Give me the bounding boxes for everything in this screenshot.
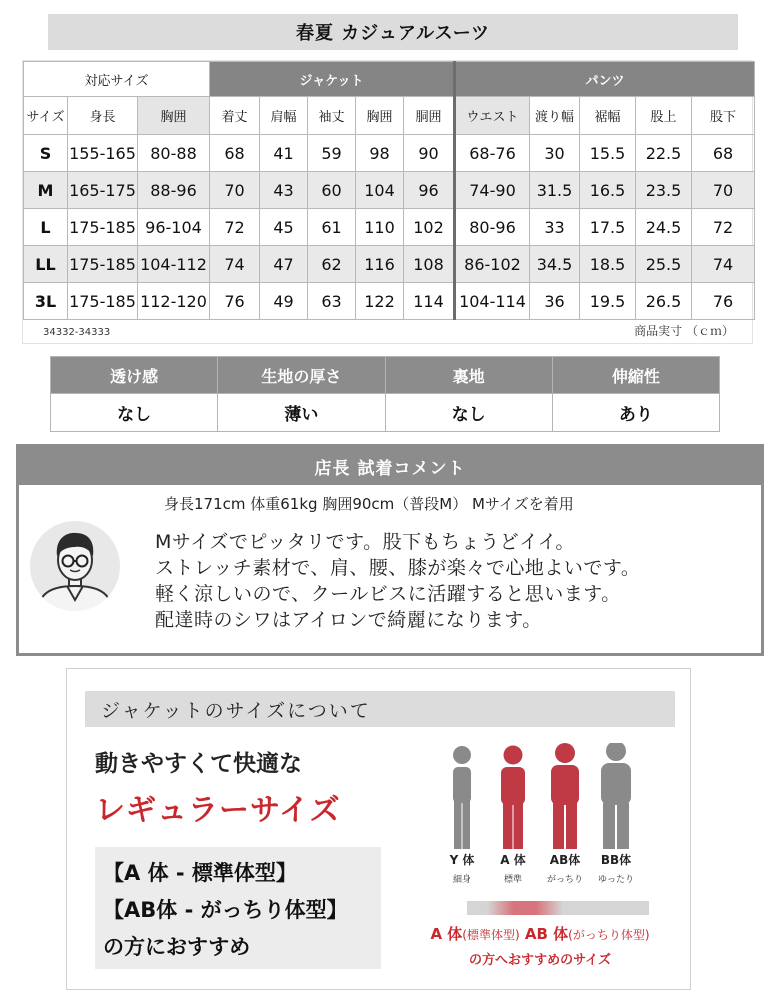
table-cell: 23.5 bbox=[636, 172, 692, 209]
body-type-label: BB体 bbox=[600, 853, 632, 867]
table-cell: 36 bbox=[530, 283, 580, 320]
table-cell: 80-96 bbox=[455, 209, 530, 246]
about-fit-name: レギュラーサイズ bbox=[95, 793, 341, 828]
recommended-range-highlight bbox=[487, 901, 563, 915]
table-cell: 155-165 bbox=[68, 135, 138, 172]
about-tagline: 動きやすくて快適な bbox=[95, 751, 302, 777]
table-cell: 102 bbox=[404, 209, 455, 246]
body-figure-a-icon bbox=[501, 746, 525, 850]
table-row bbox=[24, 172, 755, 209]
table-cell: 63 bbox=[308, 283, 356, 320]
jacket-size-info-panel bbox=[66, 668, 691, 990]
attr-header: 透け感 bbox=[51, 357, 218, 394]
col-header: 着丈 bbox=[210, 97, 260, 135]
body-type-sub: がっちり bbox=[546, 875, 584, 885]
table-cell: 15.5 bbox=[580, 135, 636, 172]
table-cell: 112-120 bbox=[138, 283, 210, 320]
comment-line: 軽く涼しいので、クールビスに活躍すると思います。 bbox=[155, 583, 621, 605]
table-cell: 22.5 bbox=[636, 135, 692, 172]
col-header: 股上 bbox=[636, 97, 692, 135]
attr-value: あり bbox=[552, 394, 719, 432]
col-header: 胴囲 bbox=[404, 97, 455, 135]
cell-size: L bbox=[24, 209, 68, 246]
group-jacket: ジャケット bbox=[210, 62, 455, 97]
group-fit-size: 対応サイズ bbox=[24, 62, 210, 97]
table-cell: 60 bbox=[308, 172, 356, 209]
col-header: 股下 bbox=[692, 97, 755, 135]
table-cell: 34.5 bbox=[530, 246, 580, 283]
attr-value: なし bbox=[385, 394, 552, 432]
table-cell: 17.5 bbox=[580, 209, 636, 246]
body-figure-y-icon bbox=[453, 746, 471, 849]
table-cell: 47 bbox=[260, 246, 308, 283]
table-cell: 68-76 bbox=[455, 135, 530, 172]
table-cell: 96-104 bbox=[138, 209, 210, 246]
table-cell: 68 bbox=[692, 135, 755, 172]
table-cell: 68 bbox=[210, 135, 260, 172]
table-cell: 86-102 bbox=[455, 246, 530, 283]
table-cell: 24.5 bbox=[636, 209, 692, 246]
attr-header: 生地の厚さ bbox=[218, 357, 385, 394]
comment-line: ストレッチ素材で、肩、腰、膝が楽々で心地よいです。 bbox=[155, 557, 641, 579]
col-header: サイズ bbox=[24, 97, 68, 135]
table-cell: 43 bbox=[260, 172, 308, 209]
table-cell: 16.5 bbox=[580, 172, 636, 209]
table-cell: 110 bbox=[356, 209, 404, 246]
cell-size: LL bbox=[24, 246, 68, 283]
table-cell: 90 bbox=[404, 135, 455, 172]
table-cell: 175-185 bbox=[68, 283, 138, 320]
body-type-sub: ゆったり bbox=[598, 875, 634, 885]
table-cell: 104-112 bbox=[138, 246, 210, 283]
size-table-panel bbox=[22, 60, 753, 344]
table-cell: 175-185 bbox=[68, 246, 138, 283]
table-cell: 76 bbox=[210, 283, 260, 320]
body-type-sub: 細身 bbox=[452, 875, 472, 885]
recommend-caption bbox=[395, 923, 685, 944]
table-cell: 59 bbox=[308, 135, 356, 172]
table-cell: 45 bbox=[260, 209, 308, 246]
table-cell: 70 bbox=[692, 172, 755, 209]
col-header: 肩幅 bbox=[260, 97, 308, 135]
rec-ab-type: AB 体 bbox=[524, 925, 569, 943]
table-cell: 72 bbox=[692, 209, 755, 246]
table-cell: 70 bbox=[210, 172, 260, 209]
attr-header: 裏地 bbox=[385, 357, 552, 394]
body-type-label: A 体 bbox=[500, 853, 526, 867]
recommend-line: の方におすすめ bbox=[103, 935, 251, 959]
col-header: ウエスト bbox=[455, 97, 530, 135]
table-cell: 122 bbox=[356, 283, 404, 320]
col-header: 裾幅 bbox=[580, 97, 636, 135]
body-type-label: AB体 bbox=[549, 853, 581, 867]
recommend-box bbox=[95, 847, 381, 969]
table-cell: 72 bbox=[210, 209, 260, 246]
table-row bbox=[24, 209, 755, 246]
col-header: 袖丈 bbox=[308, 97, 356, 135]
table-cell: 98 bbox=[356, 135, 404, 172]
rec-a-sub: (標準体型) bbox=[462, 928, 520, 942]
body-type-figures bbox=[447, 743, 647, 873]
comment-line: Mサイズでピッタリです。股下もちょうどイイ。 bbox=[155, 531, 575, 553]
body-type-sublabels bbox=[447, 872, 647, 886]
group-pants: パンツ bbox=[455, 62, 755, 97]
table-cell: 62 bbox=[308, 246, 356, 283]
table-cell: 116 bbox=[356, 246, 404, 283]
col-header: 身長 bbox=[68, 97, 138, 135]
table-cell: 74 bbox=[692, 246, 755, 283]
attr-value: 薄い bbox=[218, 394, 385, 432]
cell-size: M bbox=[24, 172, 68, 209]
table-cell: 31.5 bbox=[530, 172, 580, 209]
table-cell: 76 bbox=[692, 283, 755, 320]
manager-comment-box bbox=[16, 444, 764, 656]
body-figure-bb-icon bbox=[601, 743, 631, 849]
recommend-line: 【AB体 - がっちり体型】 bbox=[103, 898, 348, 922]
page-title: 春夏 カジュアルスーツ bbox=[48, 14, 738, 50]
table-cell: 96 bbox=[404, 172, 455, 209]
table-row bbox=[24, 246, 755, 283]
unit-note: 商品実寸 （ｃｍ） bbox=[634, 324, 734, 338]
body-figure-ab-icon bbox=[551, 743, 579, 849]
avatar-icon bbox=[29, 520, 121, 612]
table-cell: 74-90 bbox=[455, 172, 530, 209]
about-header: ジャケットのサイズについて bbox=[85, 691, 675, 727]
size-table bbox=[23, 61, 755, 320]
table-cell: 25.5 bbox=[636, 246, 692, 283]
fabric-attributes-table bbox=[50, 356, 720, 432]
recommend-line: 【A 体 - 標準体型】 bbox=[103, 861, 297, 885]
col-header: 渡り幅 bbox=[530, 97, 580, 135]
table-cell: 19.5 bbox=[580, 283, 636, 320]
table-cell: 49 bbox=[260, 283, 308, 320]
product-code: 34332-34333 bbox=[43, 327, 111, 338]
table-cell: 41 bbox=[260, 135, 308, 172]
table-cell: 104-114 bbox=[455, 283, 530, 320]
table-cell: 175-185 bbox=[68, 209, 138, 246]
recommend-caption-2: の方へおすすめのサイズ bbox=[468, 953, 612, 968]
manager-profile: 身長171cm 体重61kg 胸囲90cm（普段M） Mサイズを着用 bbox=[164, 495, 574, 513]
rec-a-type: A 体 bbox=[430, 925, 463, 943]
col-header: 胸囲 bbox=[356, 97, 404, 135]
table-cell: 26.5 bbox=[636, 283, 692, 320]
body-type-label: Y 体 bbox=[449, 853, 475, 867]
table-cell: 33 bbox=[530, 209, 580, 246]
rec-ab-sub: (がっちり体型) bbox=[568, 928, 650, 942]
table-cell: 88-96 bbox=[138, 172, 210, 209]
comment-header: 店長 試着コメント bbox=[19, 447, 761, 485]
attr-value: なし bbox=[51, 394, 218, 432]
cell-size: S bbox=[24, 135, 68, 172]
comment-line: 配達時のシワはアイロンで綺麗になります。 bbox=[155, 609, 542, 631]
cell-size: 3L bbox=[24, 283, 68, 320]
table-row bbox=[24, 283, 755, 320]
col-header: 胸囲 bbox=[138, 97, 210, 135]
comment-text bbox=[155, 529, 640, 633]
table-cell: 80-88 bbox=[138, 135, 210, 172]
table-cell: 108 bbox=[404, 246, 455, 283]
table-row bbox=[24, 135, 755, 172]
body-type-sub: 標準 bbox=[503, 875, 523, 885]
table-cell: 104 bbox=[356, 172, 404, 209]
table-cell: 18.5 bbox=[580, 246, 636, 283]
table-cell: 30 bbox=[530, 135, 580, 172]
table-cell: 74 bbox=[210, 246, 260, 283]
attr-header: 伸縮性 bbox=[552, 357, 719, 394]
table-cell: 61 bbox=[308, 209, 356, 246]
table-cell: 114 bbox=[404, 283, 455, 320]
table-cell: 165-175 bbox=[68, 172, 138, 209]
